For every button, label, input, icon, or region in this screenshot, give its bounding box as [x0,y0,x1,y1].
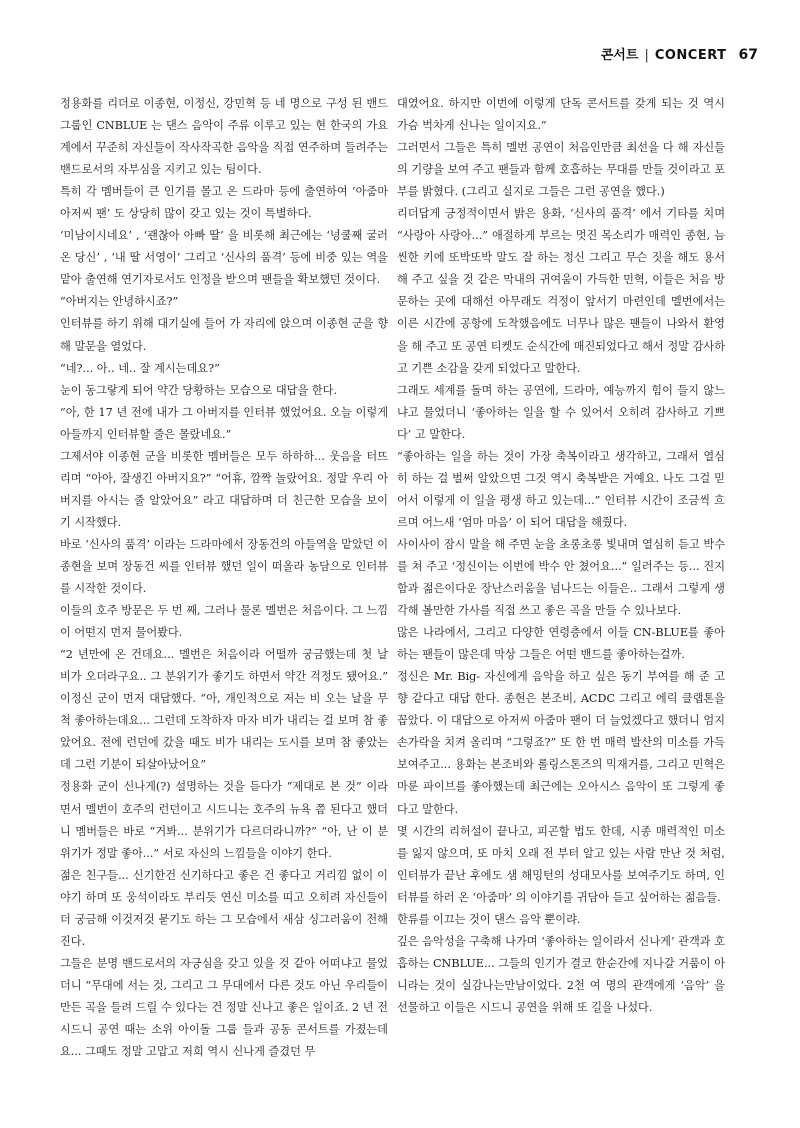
paragraph: 대였어요. 하지만 이번에 이렇게 단독 콘서트를 갖게 되는 것 역시 가슴 벅차게 신나는 일이지요.” [397,97,725,133]
paragraph: “아버지는 안녕하시죠?” [60,295,179,309]
paragraph: “아, 한 17 년 전에 내가 그 아버지를 인터뷰 했었어요. 오늘 이렇게 아들까지 인터뷰할 줄은 몰랐네요.” [60,405,388,441]
paragraph: 특히 각 멤버들이 큰 인기를 몰고 온 드라마 등에 출연하여 ‘아줌마 아저씨 팬’ 도 상당히 많이 갖고 있는 것이 특별하다. [60,185,388,221]
paragraph: 몇 시간의 리허설이 끝나고, 피곤할 법도 한데, 시종 매력적인 미소를 잃지 않으며, 또 마치 오래 전 부터 알고 있는 사람 만난 것 처럼, 인터뷰가 끝난 후에도 샘 해밍턴의 성대모사를 보여주기도 하며, 인터뷰를 하러 온 ‘아줌마’ 의 이야기를 귀담아 듣고 싶어하는 젊음들. [397,824,725,904]
left-text-column [60,93,388,1063]
paragraph: 인터뷰를 하기 위해 대기실에 들어 가 자리에 앉으며 이종현 군을 향해 말문을 열었다. [60,317,388,353]
paragraph: 한류를 이끄는 것이 댄스 음악 뿐이랴. [397,912,581,926]
paragraph: “네?... 아.. 네.. 잘 계시는데요?” [60,361,220,375]
paragraph: 젊은 친구들... 신기한건 신기하다고 좋은 건 좋다고 거리낌 없이 이야기 하며 또 웅석이라도 부리듯 연신 미소를 띠고 오히려 자신들이 더 궁금해 이것저것 묻기도 하는 그 모습에서 새삼 싱그러움이 전해진다. [60,868,388,948]
paragraph: 그제서야 이종현 군을 비롯한 멤버들은 모두 하하하... 웃음을 터뜨리며 “아아, 잘생긴 아버지요?” “어휴, 깜짝 놀랐어요. 정말 우리 아버지를 아시는 줄 알았어요” 라고 대답하며 더 친근한 모습을 보이기 시작했다. [60,449,388,529]
paragraph: 그들은 분명 밴드로서의 자긍심을 갖고 있을 것 같아 어떠냐고 물었더니 “무대에 서는 것, 그리고 그 무대에서 다른 것도 아닌 우리들이 만든 곡을 들려 드릴 수 있다는 건 정말 신나고 좋은 일이죠. 2 년 전 시드니 공연 때는 소위 아이돌 그룹 들과 공동 콘서트를 가졌는데요... 그때도 정말 고맙고 저희 역시 신나게 즐겼던 무 [60,956,388,1059]
paragraph: 바로 ‘신사의 품격’ 이라는 드라마에서 장동건의 아들역을 맡았던 이종현을 보며 장동건 씨를 인터뷰 했던 일이 떠올라 농담으로 인터뷰를 시작한 것이다. [60,537,388,596]
paragraph: 리더답게 긍정적이면서 밝은 용화, ‘신사의 품격’ 에서 기타를 치며 “사랑아 사랑아...” 애절하게 부르는 멋진 목소리가 매력인 종현, 늠씬한 키에 또박또박 말도 잘 하는 정신 그리고 무슨 짓을 해도 용서해 주고 싶을 것 같은 막내의 귀여움이 가득한 민혁, 이들은 처음 방문하는 곳에 대해선 아무래도 걱정이 앞서기 마련인데 멜번에서는 이른 시간에 공항에 도착했음에도 너무나 많은 팬들이 나와서 환영을 해 주고 또 공연 티켓도 순식간에 매진되었다고 해서 정말 감사하고 기쁜 소감을 갖게 되었다고 말한다. [397,207,725,375]
paragraph: 정용화를 리더로 이종현, 이정신, 강민혁 등 네 명으로 구성 된 밴드 그룹인 CNBLUE 는 댄스 음악이 주류 이루고 있는 현 한국의 가요계에서 꾸준히 자신들이 작사작곡한 음악을 직접 연주하며 들려주는 밴드로서의 자부심을 지키고 있는 팀이다. [60,97,388,177]
page-header [601,44,758,63]
paragraph: ‘미남이시네요’ , ‘괜찮아 아빠 딸’ 을 비롯해 최근에는 ‘넝쿨째 굴러온 당신’ , ‘내 딸 서영이’ 그리고 ‘신사의 품격’ 등에 비중 있는 역을 맡아 출연해 연기자로서도 인정을 받으며 팬들을 확보했던 것이다. [60,229,388,287]
paragraph: 정신은 Mr. Big- 자신에게 음악을 하고 싶은 동기 부여를 해 준 고향 같다고 대답 한다. 종현은 본조비, ACDC 그리고 에릭 클랩톤을 꼽았다. 이 대답으로 아저씨 아줌마 팬이 더 늘었겠다고 했더니 엄지 손가락을 치켜 올리며 “그렇죠?” 또 한 번 매력 발산의 미소를 가득 보여주고... 용화는 본조비와 롤링스톤즈의 믹재거를, 그리고 민혁은 마룬 파이브를 좋아했는데 최근에는 오아시스 음악이 또 그렇게 좋다고 말한다. [397,670,725,816]
paragraph: 사이사이 잠시 말을 해 주면 눈을 초롱초롱 빛내며 열심히 듣고 박수를 쳐 주고 ‘정신이는 이번에 박수 안 쳤어요...” 일러주는 등... 진지함과 젊은이다운 장난스러움을 넘나드는 이들은.. 그래서 그렇게 생각해 볼만한 가사를 직접 쓰고 좋은 곡을 만들 수 있나보다. [397,537,725,618]
paragraph: 그래도 세계를 돌며 하는 공연에, 드라마, 예능까지 힘이 들지 않느냐고 물었더니 ‘좋아하는 일을 할 수 있어서 오히려 감사하고 기쁘다’ 고 말한다. [397,383,725,441]
page-number: 67 [738,47,758,63]
paragraph: 그러면서 그들은 특히 멜번 공연이 처음인만큼 최선을 다 해 자신들의 기량을 보여 주고 팬들과 함께 호흡하는 무대를 만들 것이라고 포부를 밝혔다. (그리고 실지로 그들은 그런 공연을 했다.) [397,141,725,199]
paragraph: 이들의 호주 방문은 두 번 째, 그러나 물론 멜번은 처음이다. 그 느낌이 어떤지 먼저 물어봤다. [60,604,388,640]
paragraph: 깊은 음악성을 구축해 나가며 ‘좋아하는 일이라서 신나게’ 관객과 호흡하는 CNBLUE... 그들의 인기가 결코 한순간에 지나갈 거품이 아니라는 것이 실감나는만남이었다. 2천 여 명의 관객에게 ‘음악’ 을 선물하고 이들은 시드니 공연을 위해 또 길을 나섰다. [397,934,725,1014]
section-title-korean: 콘서트 [600,48,639,63]
section-title-english: CONCERT [654,48,727,63]
paragraph: 눈이 동그랗게 되어 약간 당황하는 모습으로 대답을 한다. [60,383,338,397]
paragraph: “2 년만에 온 건데요... 멜번은 처음이라 어떨까 궁금했는데 첫 날 비가 오더라구요.. 그 분위기가 좋기도 하면서 약간 걱정도 됐어요.” 이정신 군이 먼저 대답했다. “아, 개인적으로 저는 비 오는 날을 무척 좋아하는데요... 그런데 도착하자 마자 비가 내리는 걸 보며 참 좋았어요. 전에 런던에 갔을 때도 비가 내리는 도시를 보며 참 좋았는데 그런 기분이 되살아났어요” [60,648,388,772]
paragraph: 정용화 군이 신나게(?) 설명하는 것을 듣다가 “제대로 본 것” 이라면서 멜번이 호주의 런던이고 시드니는 호주의 뉴욕 쯤 된다고 했더니 멤버들은 바로 “거봐... 분위기가 다르더라니까?” “아, 난 이 분위기가 정말 좋아...” 서로 자신의 느낌들을 이야기 한다. [60,780,388,860]
paragraph: “좋아하는 일을 하는 것이 가장 축복이라고 생각하고, 그래서 열심히 하는 걸 벌써 알았으면 그것 역시 축복받은 거예요. 나도 그걸 믿어서 이렇게 이 일을 평생 하고 있는데...” 인터뷰 시간이 조금씩 흐르며 어느새 ‘엄마 마음’ 이 되어 대답을 해줬다. [397,449,725,529]
header-separator: | [644,48,649,63]
right-text-column [397,93,725,1019]
paragraph: 많은 나라에서, 그리고 다양한 연령층에서 이들 CN-BLUE를 좋아하는 팬들이 많은데 막상 그들은 어떤 밴드를 좋아하는걸까. [397,626,725,662]
